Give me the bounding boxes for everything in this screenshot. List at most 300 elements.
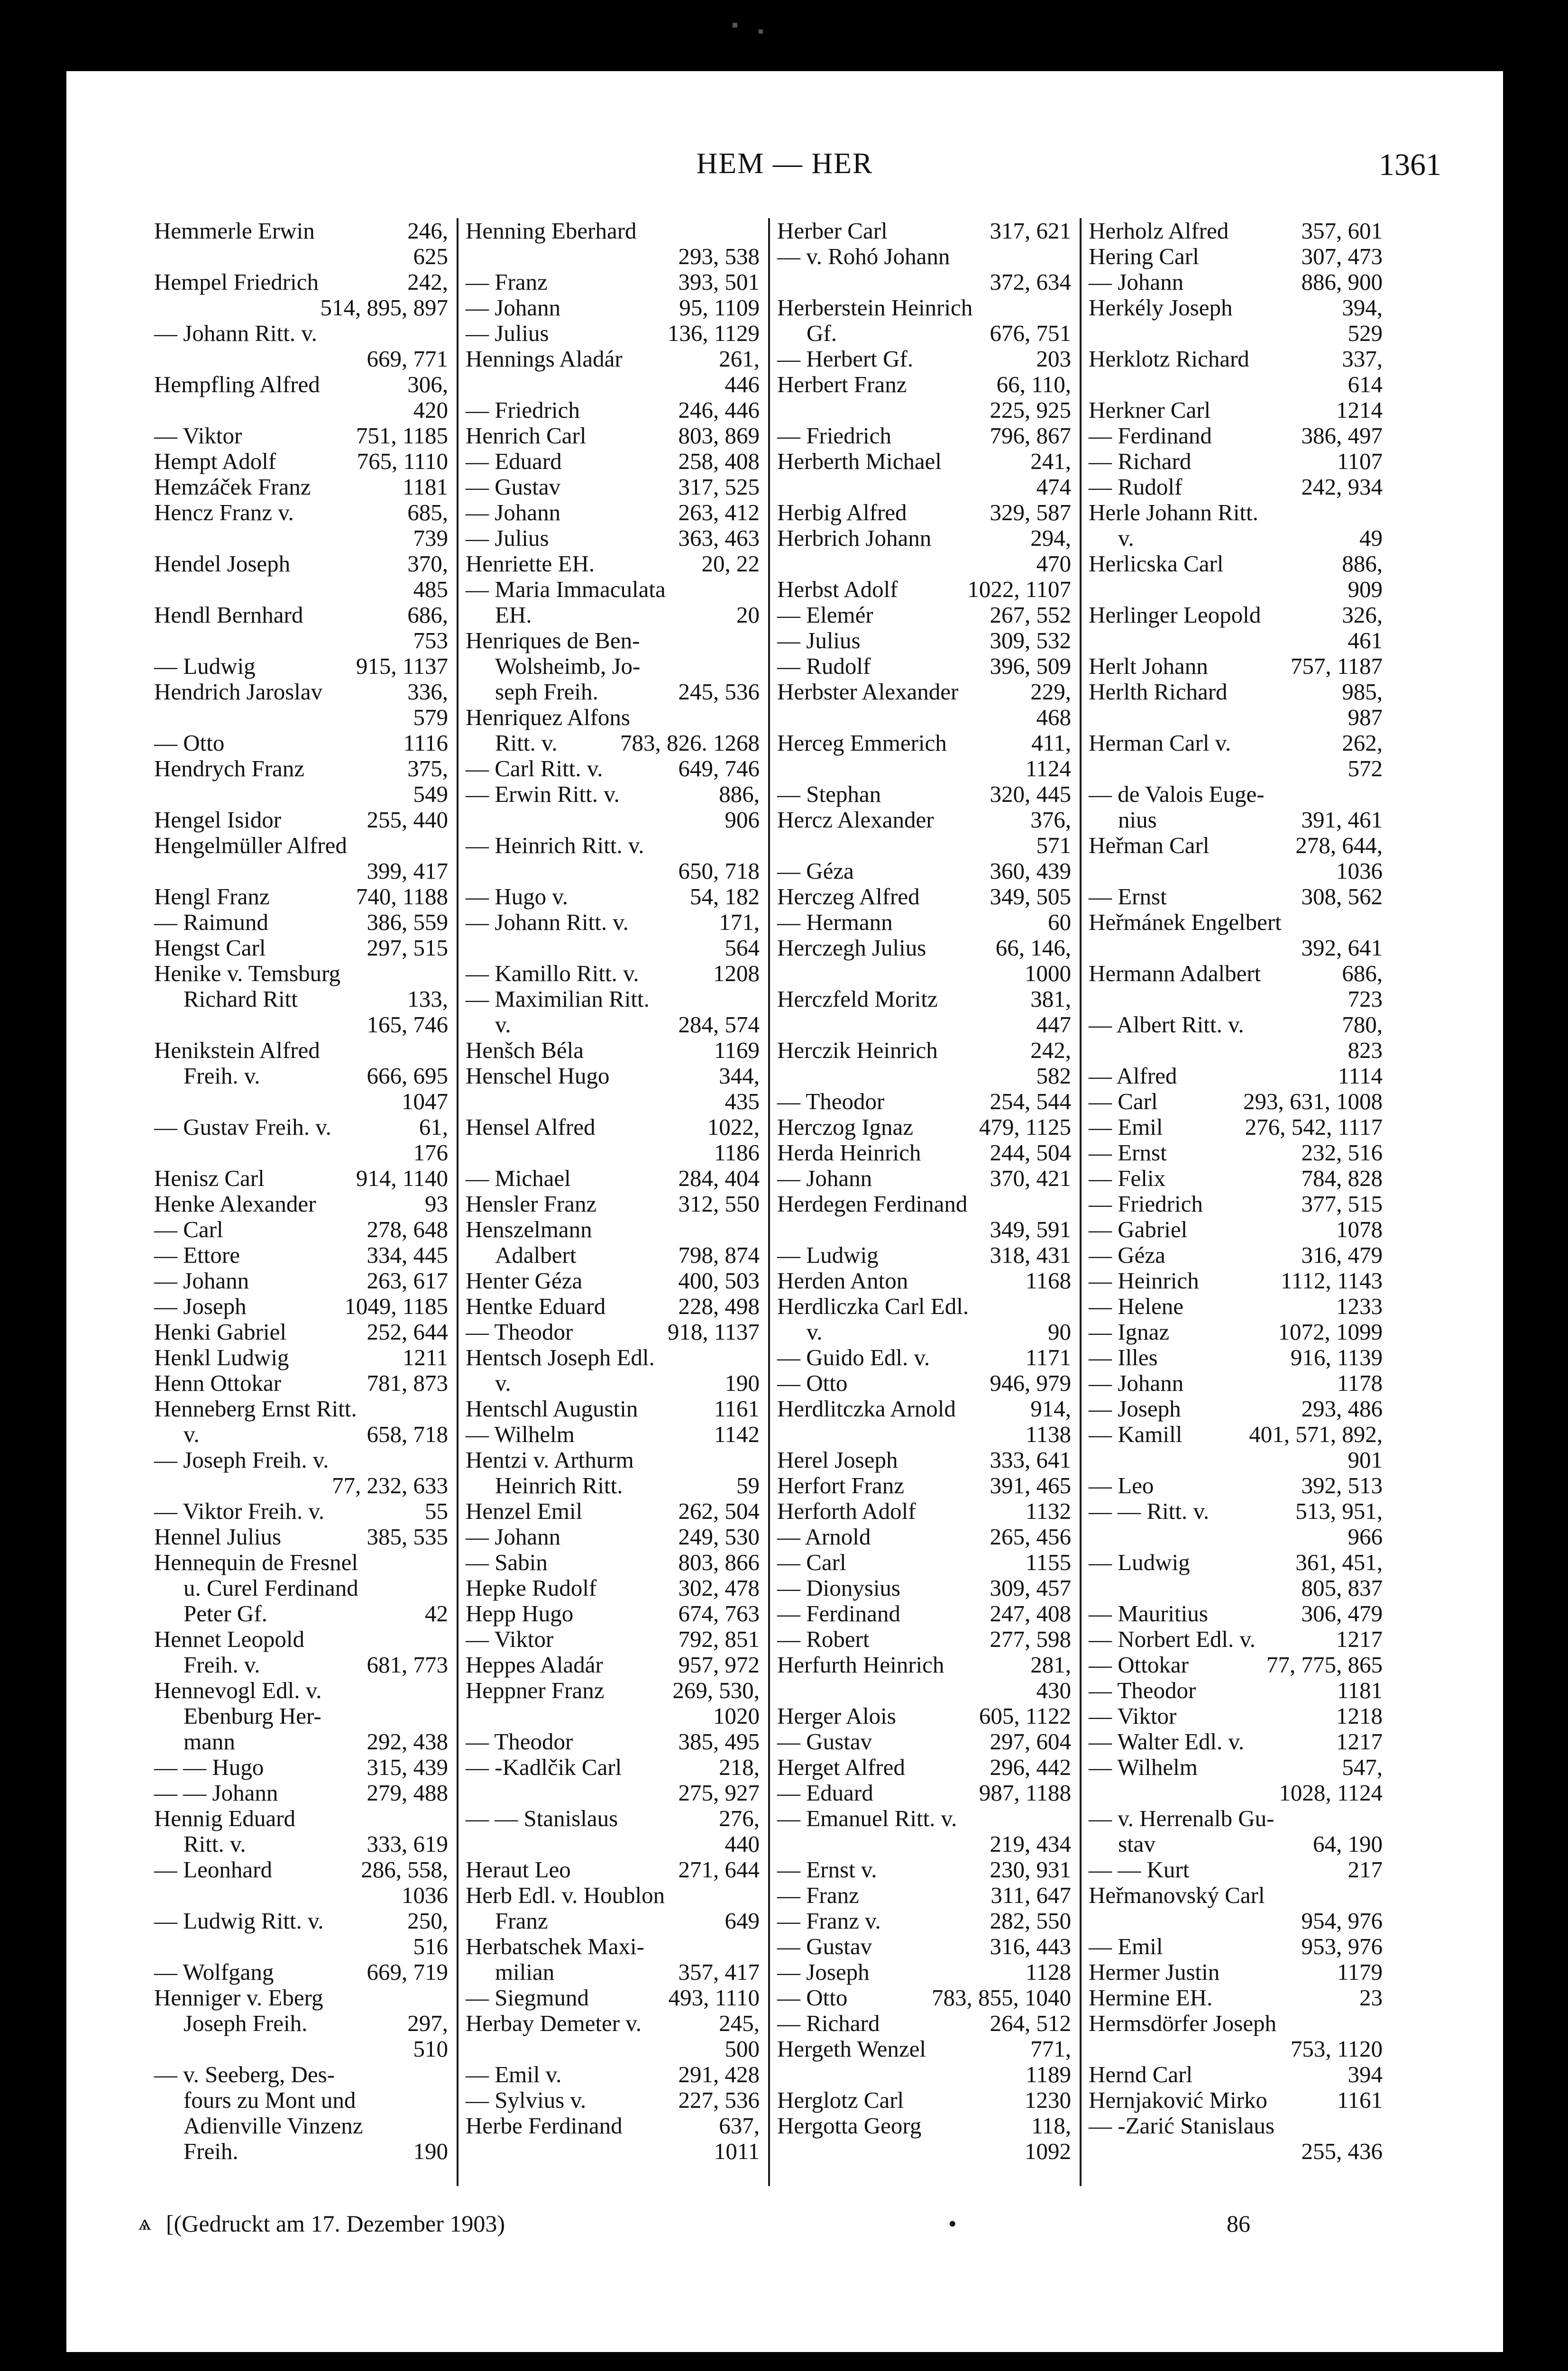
entry-name: Herbster Alexander	[777, 679, 959, 705]
entry-page-refs: 394	[1348, 2061, 1383, 2087]
entry-page-refs: 909	[1348, 576, 1383, 602]
entry-name: — Franz	[777, 1882, 859, 1908]
entry-name: Gf.	[807, 320, 837, 346]
entry-name: Henning Eberhard	[466, 218, 637, 244]
entry-page-refs: 430	[1036, 1677, 1071, 1703]
entry-page-refs: 230, 931	[990, 1856, 1071, 1883]
entry-page-refs: 1161	[714, 1396, 760, 1422]
entry-name: Herfurth Heinrich	[777, 1652, 944, 1678]
entry-page-refs: 614	[1348, 371, 1383, 397]
page-number: 1361	[1379, 147, 1441, 182]
entry-name: Hennig Eduard	[154, 1805, 295, 1831]
entry-name: Herle Johann Ritt.	[1089, 499, 1258, 525]
entry-name: — Ettore	[154, 1242, 240, 1268]
entry-name: Hering Carl	[1089, 243, 1199, 269]
entry-page-refs: 318, 431	[990, 1242, 1071, 1268]
entry-name: Henisz Carl	[154, 1165, 265, 1191]
entry-name: v.	[495, 1370, 511, 1396]
entry-page-refs: 316, 479	[1301, 1242, 1383, 1268]
entry-name: v.	[495, 1011, 511, 1038]
entry-name: — Johann	[154, 1268, 249, 1294]
entry-page-refs: 1078	[1336, 1216, 1383, 1242]
entry-page-refs: 1233	[1336, 1293, 1383, 1319]
entry-name: — Carl	[1089, 1088, 1158, 1114]
entry-name: Wolsheimb, Jo-	[495, 653, 641, 679]
entry-page-refs: 987, 1188	[979, 1780, 1071, 1806]
entry-name: — Maria Immaculata	[466, 576, 666, 602]
entry-page-refs: 225, 925	[990, 397, 1071, 423]
entry-name: — Emil	[1089, 1114, 1163, 1140]
entry-name: — Ludwig	[777, 1242, 879, 1268]
entry-name: — Theodor	[466, 1728, 573, 1755]
entry-name: — Kamill	[1089, 1421, 1183, 1447]
entry-page-refs: 329, 587	[990, 499, 1071, 525]
entry-name: mann	[183, 1728, 235, 1755]
entry-name: Herbrich Johann	[777, 525, 932, 551]
entry-page-refs: 1230	[1025, 2087, 1071, 2113]
entry-page-refs: 765, 1110	[357, 448, 448, 474]
entry-name: Herden Anton	[777, 1268, 908, 1294]
entry-name: — Géza	[1089, 1242, 1165, 1268]
entry-name: Hernjaković Mirko	[1089, 2087, 1267, 2113]
entry-name: — Ignaz	[1089, 1319, 1170, 1345]
entry-page-refs: 242,	[407, 269, 448, 295]
entry-name: — Ludwig	[154, 653, 256, 679]
entry-name: Henrich Carl	[466, 423, 587, 449]
name-index-columns	[154, 218, 1401, 2186]
entry-name: — Eduard	[777, 1780, 873, 1806]
entry-name: — Joseph	[1089, 1396, 1181, 1422]
entry-page-refs: 277, 598	[990, 1626, 1071, 1652]
entry-page-refs: 461	[1348, 627, 1383, 653]
entry-name: Freih.	[183, 2138, 238, 2164]
entry-page-refs: 399, 417	[367, 858, 448, 884]
entry-name: — Michael	[466, 1165, 571, 1191]
entry-name: Herdegen Ferdinand	[777, 1191, 968, 1217]
entry-name: Herger Alois	[777, 1703, 896, 1729]
entry-name: — Friedrich	[466, 397, 580, 423]
entry-page-refs: 500	[724, 2036, 760, 2062]
entry-name: Hengl Franz	[154, 883, 270, 910]
entry-name: — Wilhelm	[466, 1421, 575, 1447]
entry-name: — Johann	[1089, 1370, 1184, 1396]
entry-page-refs: 1142	[714, 1421, 760, 1447]
entry-name: — Heinrich	[1089, 1268, 1199, 1294]
entry-name: Herkner Carl	[1089, 397, 1211, 423]
entry-page-refs: 337,	[1342, 346, 1383, 372]
entry-page-refs: 658, 718	[367, 1421, 448, 1447]
entry-name: — Arnold	[777, 1524, 871, 1550]
entry-name: Hercz Alexander	[777, 807, 934, 833]
entry-name: Herbay Demeter v.	[466, 2010, 642, 2036]
page-footer	[66, 2210, 1503, 2243]
running-head	[66, 147, 1503, 194]
entry-page-refs: 954, 976	[1301, 1908, 1383, 1934]
entry-name: Hendrich Jaroslav	[154, 679, 323, 705]
entry-name: Hergotta Georg	[777, 2113, 922, 2139]
entry-name: — v. Rohó Johann	[777, 243, 950, 269]
entry-page-refs: 479, 1125	[979, 1114, 1071, 1140]
entry-page-refs: 55	[425, 1498, 448, 1524]
entry-name: Heřmanovský Carl	[1089, 1882, 1265, 1908]
entry-name: — Ottokar	[1089, 1652, 1189, 1678]
entry-name: Heřmánek Engelbert	[1089, 909, 1282, 935]
entry-name: Henn Ottokar	[154, 1370, 282, 1396]
entry-name: — Eduard	[466, 448, 562, 474]
entry-page-refs: 572	[1348, 755, 1383, 781]
entry-name: Herlt Johann	[1089, 653, 1208, 679]
entry-page-refs: 294,	[1030, 525, 1071, 551]
entry-name: EH.	[495, 602, 532, 628]
entry-name: Herczog Ignaz	[777, 1114, 914, 1140]
entry-name: Hennet Leopold	[154, 1626, 305, 1652]
entry-page-refs: 753	[413, 627, 448, 653]
entry-name: — Sylvius v.	[466, 2087, 587, 2113]
entry-page-refs: 244, 504	[990, 1140, 1071, 1166]
entry-page-refs: 915, 1137	[356, 653, 448, 679]
entry-page-refs: 293, 486	[1301, 1396, 1383, 1422]
entry-name: — Friedrich	[1089, 1191, 1203, 1217]
entry-page-refs: 901	[1348, 1447, 1383, 1473]
entry-name: — Otto	[777, 1985, 848, 2011]
entry-page-refs: 245,	[719, 2010, 760, 2036]
print-date-note: [(Gedruckt am 17. Dezember 1903)	[166, 2210, 505, 2237]
entry-name: — Theodor	[466, 1319, 573, 1345]
entry-name: u. Curel Ferdinand	[183, 1575, 358, 1601]
entry-name: Hepp Hugo	[466, 1600, 574, 1627]
entry-page-refs: 316, 443	[990, 1933, 1071, 1959]
entry-name: Hempt Adolf	[154, 448, 276, 474]
entry-page-refs: 391, 465	[990, 1472, 1071, 1498]
entry-page-refs: 1112, 1143	[1280, 1268, 1383, 1294]
entry-name: Hencz Franz v.	[154, 499, 294, 525]
entry-page-refs: 605, 1122	[979, 1703, 1071, 1729]
entry-page-refs: 985,	[1342, 679, 1383, 705]
entry-name: — Rudolf	[777, 653, 871, 679]
entry-page-refs: 133,	[407, 986, 448, 1012]
entry-page-refs: 649, 746	[678, 755, 760, 781]
entry-page-refs: 255, 440	[367, 807, 448, 833]
entry-name: Adalbert	[495, 1242, 577, 1268]
entry-name: Franz	[495, 1908, 548, 1934]
entry-name: Henke Alexander	[154, 1191, 316, 1217]
entry-name: Hemmerle Erwin	[154, 218, 315, 244]
entry-name: — Helene	[1089, 1293, 1183, 1319]
entry-page-refs: 381,	[1030, 986, 1071, 1012]
entry-page-refs: 1155	[1025, 1549, 1071, 1575]
entry-page-refs: 284, 404	[678, 1165, 760, 1191]
entry-page-refs: 306, 479	[1301, 1600, 1383, 1627]
entry-page-refs: 363, 463	[678, 525, 760, 551]
entry-name: Hengst Carl	[154, 935, 266, 961]
entry-page-refs: 291, 428	[678, 2061, 760, 2087]
entry-name: — Siegmund	[466, 1985, 589, 2011]
entry-page-refs: 297, 515	[367, 935, 448, 961]
entry-name: — Ferdinand	[1089, 423, 1212, 449]
entry-name: — Johann Ritt. v.	[466, 909, 629, 935]
entry-name: — Guido Edl. v.	[777, 1344, 930, 1370]
entry-name: — Richard	[777, 2010, 880, 2036]
entry-page-refs: 918, 1137	[667, 1319, 760, 1345]
entry-name: Herglotz Carl	[777, 2087, 904, 2113]
entry-page-refs: 242, 934	[1301, 474, 1383, 500]
entry-page-refs: 803, 869	[678, 423, 760, 449]
entry-name: Joseph Freih.	[183, 2010, 308, 2036]
entry-name: Hengel Isidor	[154, 807, 282, 833]
entry-name: — v. Herrenalb Gu-	[1089, 1805, 1275, 1831]
entry-name: — Gustav Freih. v.	[154, 1114, 331, 1140]
index-column-2	[466, 218, 760, 2186]
entry-name: Henniger v. Eberg	[154, 1985, 323, 2011]
entry-page-refs: 780,	[1342, 1011, 1383, 1038]
entry-page-refs: 1161	[1337, 2087, 1383, 2113]
entry-page-refs: 312, 550	[678, 1191, 760, 1217]
entry-page-refs: 247, 408	[990, 1600, 1071, 1627]
entry-page-refs: 440	[724, 1831, 760, 1857]
entry-name: — Ferdinand	[777, 1600, 900, 1627]
entry-name: Richard Ritt	[183, 986, 298, 1012]
entry-name: Hernd Carl	[1089, 2061, 1193, 2087]
entry-name: Henriques de Ben-	[466, 627, 640, 653]
index-column-1	[154, 218, 448, 2186]
entry-page-refs: 674, 763	[678, 1600, 760, 1627]
entry-page-refs: 278, 644,	[1295, 832, 1383, 858]
entry-name: — Norbert Edl. v.	[1089, 1626, 1256, 1652]
entry-name: Herfort Franz	[777, 1472, 905, 1498]
entry-page-refs: 771,	[1030, 2036, 1071, 2062]
entry-page-refs: 1218	[1336, 1703, 1383, 1729]
entry-page-refs: 1214	[1336, 397, 1383, 423]
entry-page-refs: 401, 571, 892,	[1249, 1421, 1383, 1447]
entry-name: Hensler Franz	[466, 1191, 597, 1217]
entry-name: Hendl Bernhard	[154, 602, 303, 628]
entry-name: — Richard	[1089, 448, 1192, 474]
entry-name: — Mauritius	[1089, 1600, 1208, 1627]
entry-page-refs: 798, 874	[678, 1242, 760, 1268]
entry-page-refs: 276, 542, 1117	[1245, 1114, 1383, 1140]
entry-name: Hergeth Wenzel	[777, 2036, 926, 2062]
entry-page-refs: 1181	[1337, 1677, 1383, 1703]
entry-page-refs: 232, 516	[1301, 1140, 1383, 1166]
entry-page-refs: 953, 976	[1301, 1933, 1383, 1959]
entry-name: Henkl Ludwig	[154, 1344, 289, 1370]
entry-page-refs: 1092	[1025, 2138, 1071, 2164]
entry-name: Herczeg Alfred	[777, 883, 920, 910]
entry-name: — Carl	[777, 1549, 846, 1575]
entry-page-refs: 529	[1348, 320, 1383, 346]
entry-page-refs: 190	[724, 1370, 760, 1396]
entry-page-refs: 249, 530	[678, 1524, 760, 1550]
entry-name: — Ernst v.	[777, 1856, 877, 1883]
entry-page-refs: 386, 559	[367, 909, 448, 935]
entry-name: Herklotz Richard	[1089, 346, 1249, 372]
entry-name: Herbig Alfred	[777, 499, 907, 525]
entry-page-refs: 54, 182	[690, 883, 760, 910]
entry-name: — Hermann	[777, 909, 893, 935]
entry-page-refs: 349, 505	[990, 883, 1071, 910]
index-column-3	[777, 218, 1071, 2186]
entry-page-refs: 255, 436	[1301, 2138, 1383, 2164]
entry-name: — Wilhelm	[1089, 1754, 1198, 1780]
entry-page-refs: 493, 1110	[668, 1985, 760, 2011]
entry-page-refs: 297,	[407, 2010, 448, 2036]
entry-page-refs: 77, 775, 865	[1266, 1652, 1383, 1678]
entry-name: Henikstein Alfred	[154, 1037, 320, 1063]
entry-page-refs: 344,	[719, 1063, 760, 1089]
entry-name: — Julius	[777, 627, 861, 653]
entry-page-refs: 293, 538	[678, 243, 760, 269]
entry-page-refs: 262,	[1342, 730, 1383, 756]
entry-page-refs: 1217	[1336, 1626, 1383, 1652]
entry-name: — Emil	[1089, 1933, 1163, 1959]
entry-name: Hensel Alfred	[466, 1114, 596, 1140]
entry-page-refs: 66, 146,	[995, 935, 1071, 961]
entry-name: Henike v. Temsburg	[154, 960, 341, 986]
entry-name: v.	[807, 1319, 823, 1345]
entry-page-refs: 676, 751	[990, 320, 1071, 346]
entry-page-refs: 59	[736, 1472, 760, 1498]
entry-name: — — Johann	[154, 1780, 278, 1806]
entry-page-refs: 783, 826. 1268	[620, 730, 760, 756]
entry-name: — Dionysius	[777, 1575, 901, 1601]
entry-page-refs: 579	[413, 704, 448, 730]
directory-page	[66, 71, 1503, 2352]
entry-name: — Erwin Ritt. v.	[466, 781, 620, 807]
entry-name: — Joseph	[154, 1293, 247, 1319]
entry-name: — Johann	[466, 1524, 561, 1550]
entry-page-refs: 420	[413, 397, 448, 423]
entry-name: Hentsch Joseph Edl.	[466, 1344, 655, 1370]
entry-page-refs: 385, 535	[367, 1524, 448, 1550]
entry-name: Freih. v.	[183, 1652, 260, 1678]
entry-page-refs: 547,	[1342, 1754, 1383, 1780]
entry-page-refs: 740, 1188	[356, 883, 448, 910]
entry-page-refs: 293, 631, 1008	[1243, 1088, 1383, 1114]
entry-name: Henszelmann	[466, 1216, 592, 1242]
entry-page-refs: 987	[1348, 704, 1383, 730]
entry-name: Herda Heinrich	[777, 1140, 921, 1166]
entry-name: — Julius	[466, 320, 549, 346]
entry-page-refs: 372, 634	[990, 269, 1071, 295]
index-column-4	[1089, 218, 1383, 2186]
entry-name: Herbst Adolf	[777, 576, 898, 602]
entry-page-refs: 753, 1120	[1290, 2036, 1383, 2062]
entry-page-refs: 686,	[407, 602, 448, 628]
entry-name: — Viktor	[1089, 1703, 1177, 1729]
entry-name: — Otto	[777, 1370, 848, 1396]
entry-name: — Elemér	[777, 602, 873, 628]
entry-name: — Viktor	[154, 423, 242, 449]
entry-page-refs: 1116	[403, 730, 448, 756]
entry-page-refs: 513, 951,	[1295, 1498, 1383, 1524]
entry-name: — — Kurt	[1089, 1856, 1190, 1883]
entry-name: Herberstein Heinrich	[777, 294, 973, 321]
entry-page-refs: 1107	[1337, 448, 1383, 474]
entry-name: — v. Seeberg, Des-	[154, 2061, 335, 2087]
entry-name: Henschel Hugo	[466, 1063, 610, 1089]
entry-page-refs: 118,	[1031, 2113, 1071, 2139]
entry-page-refs: 77, 232, 633	[332, 1472, 448, 1498]
entry-page-refs: 1114	[1338, 1063, 1383, 1089]
entry-name: — Gustav	[777, 1728, 872, 1755]
entry-page-refs: 446	[724, 371, 760, 397]
entry-page-refs: 823	[1348, 1037, 1383, 1063]
entry-page-refs: 650, 718	[678, 858, 760, 884]
entry-name: Hermann Adalbert	[1089, 960, 1261, 986]
entry-page-refs: 751, 1185	[356, 423, 448, 449]
entry-name: Henneberg Ernst Ritt.	[154, 1396, 357, 1422]
entry-page-refs: 514, 895, 897	[320, 294, 448, 321]
entry-name: v.	[1118, 525, 1134, 551]
entry-page-refs: 1022,	[707, 1114, 760, 1140]
entry-page-refs: 1132	[1025, 1498, 1071, 1524]
entry-page-refs: 781, 873	[367, 1370, 448, 1396]
entry-page-refs: 649	[724, 1908, 760, 1934]
entry-name: fours zu Mont und	[183, 2087, 356, 2113]
entry-page-refs: 516	[413, 1933, 448, 1959]
entry-page-refs: 393, 501	[678, 269, 760, 295]
entry-name: — Ludwig	[1089, 1549, 1190, 1575]
entry-page-refs: 1189	[1025, 2061, 1071, 2087]
entry-name: — Alfred	[1089, 1063, 1177, 1089]
entry-name: Herceg Emmerich	[777, 730, 947, 756]
entry-name: — Felix	[1089, 1165, 1165, 1191]
entry-name: — -Zarić Stanislaus	[1089, 2113, 1275, 2139]
entry-page-refs: 1036	[402, 1882, 448, 1908]
entry-name: stav	[1118, 1831, 1155, 1857]
entry-page-refs: 252, 644	[367, 1319, 448, 1345]
entry-name: Henki Gabriel	[154, 1319, 286, 1345]
entry-page-refs: 136, 1129	[667, 320, 760, 346]
entry-page-refs: 376,	[1030, 807, 1071, 833]
entry-page-refs: 320, 445	[990, 781, 1071, 807]
entry-name: Herel Joseph	[777, 1447, 898, 1473]
entry-name: — Friedrich	[777, 423, 891, 449]
entry-name: Henšch Béla	[466, 1037, 584, 1063]
entry-page-refs: 1020	[713, 1703, 760, 1729]
entry-page-refs: 1181	[402, 474, 448, 500]
entry-page-refs: 165, 746	[367, 1011, 448, 1038]
entry-page-refs: 64, 190	[1313, 1831, 1383, 1857]
entry-name: Adienville Vinzenz	[183, 2113, 363, 2139]
entry-name: Herlth Richard	[1089, 679, 1228, 705]
entry-name: — Franz	[466, 269, 548, 295]
entry-page-refs: 1011	[714, 2138, 760, 2164]
entry-name: Heppes Aladár	[466, 1652, 603, 1678]
entry-page-refs: 1208	[713, 960, 760, 986]
entry-name: Hermine EH.	[1089, 1985, 1213, 2011]
entry-page-refs: 349, 591	[990, 1216, 1071, 1242]
entry-page-refs: 360, 439	[990, 858, 1071, 884]
entry-page-refs: 625	[413, 243, 448, 269]
entry-name: — Theodor	[1089, 1677, 1196, 1703]
entry-name: — Ernst	[1089, 1140, 1167, 1166]
entry-page-refs: 311, 647	[990, 1882, 1071, 1908]
entry-page-refs: 307, 473	[1301, 243, 1383, 269]
entry-page-refs: 60	[1048, 909, 1071, 935]
entry-name: Hemzáček Franz	[154, 474, 311, 500]
entry-page-refs: 282, 550	[990, 1908, 1071, 1934]
entry-name: Heppner Franz	[466, 1677, 605, 1703]
entry-name: — Johann Ritt. v.	[154, 320, 317, 346]
entry-name: — Otto	[154, 730, 225, 756]
entry-page-refs: 681, 773	[367, 1652, 448, 1678]
entry-name: milian	[495, 1959, 555, 1985]
entry-name: — Johann	[777, 1165, 872, 1191]
entry-page-refs: 292, 438	[367, 1728, 448, 1755]
entry-page-refs: 276,	[719, 1805, 760, 1831]
entry-page-refs: 334, 445	[367, 1242, 448, 1268]
